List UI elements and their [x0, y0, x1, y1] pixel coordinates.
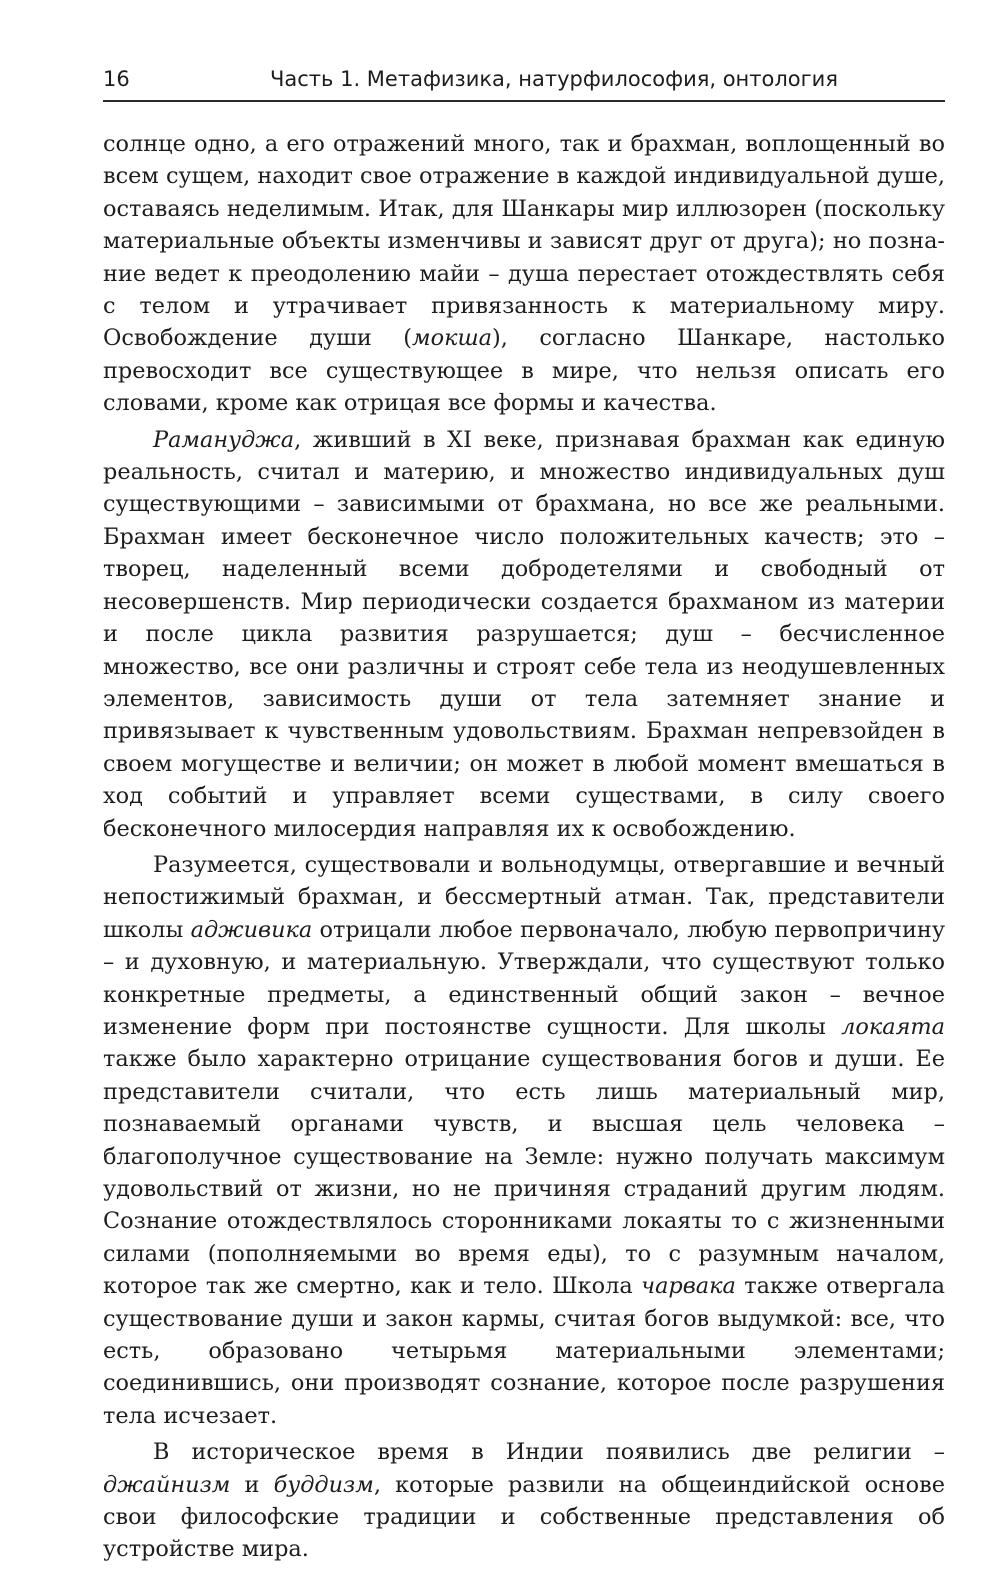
term-buddhism: буддизм [273, 1471, 374, 1498]
paragraph-religions [103, 1436, 945, 1566]
body-text [103, 128, 945, 1570]
term-lokayata: локаята [841, 1013, 945, 1040]
term-moksha: мокша [412, 325, 493, 352]
text-run: ), согласно Шанкаре, настолько превосходит все существующее в мире, что нельзя описать его словами, кроме как отрицая все формы и качества. [103, 325, 945, 417]
text-run: и [230, 1471, 274, 1498]
text-run: отрицали любое первоначало, любую первопричину – и духовную, и материальную. Утверждали, что существуют только конкретные предметы, а единственный общий закон – вечное изменение форм при постоянстве сущности. Для школы [103, 916, 945, 1040]
text-run: , живший в XI веке, признавая брахман как единую реальность, считал и материю, и множество индивидуальных душ существующими – зависимыми от брахмана, но все же реальными. Брахман имеет бесконечное число положительных качеств; это – творец, наделенный всеми добродетелями и свободный от несовершенств. Мир периодически создается брахманом из материи и после цикла развития разрушается; душ – бесчисленное множество, все они различны и строят себе тела из неодушевленных элементов, зависимость души от тела затемняет знание и привязывает к чувственным удовольствиям. Брахман непревзойден в своем могуществе и величии; он может в любой момент вмешаться в ход событий и управляет всеми существами, в силу своего бесконечного милосердия направляя их к освобождению. [103, 426, 945, 842]
running-title: Часть 1. Метафизика, натурфилософия, онтология [270, 67, 838, 91]
page-number: 16 [103, 67, 130, 91]
text-run: также отвергала существование души и закон кармы, считая богов выдумкой: все, что есть, образовано четырьмя материальными элементами; соединившись, они производят сознание, которое после разрушения тела исчезает. [103, 1273, 945, 1429]
paragraph-freethinkers [103, 849, 945, 1432]
term-ajivika: адживика [190, 916, 313, 943]
text-run: В историческое время в Индии появились две религии – [153, 1439, 945, 1466]
text-run: также было характерно отрицание существования богов и души. Ее представители считали, что есть лишь материальный мир, познаваемый органами чувств, и высшая цель человека – благополучное существование на Земле: нужно получать максимум удовольствий от жизни, но не причиняя страданий другим людям. Сознание отождествлялось сторонниками локаяты то с жизненными силами (пополняемыми во время еды), то с разумным началом, которое так же смертно, как и тело. Школа [103, 1046, 945, 1300]
term-ramanuja: Рамануджа [153, 426, 295, 453]
running-header [103, 64, 945, 102]
text-run: солнце одно, а его отражений много, так и брахман, воплощенный во всем сущем, находит свое отражение в каждой индивидуальной душе, оставаясь неделимым. Итак, для Шанкары мир иллюзорен (поскольку материальные объекты изменчивы и зависят друг от друга); но познание ведет к преодолению майи – душа перестает отождествлять себя с телом и утрачивает привязанность к материальному миру. Освобождение души ( [103, 131, 945, 352]
term-jainism: джайнизм [103, 1471, 231, 1498]
paragraph-ramanuja [103, 424, 945, 845]
text-run: , которые развили на общеиндийской основе свои философские традиции и собственные представления об устройстве мира. [103, 1471, 945, 1563]
paragraph-continued [103, 128, 945, 420]
term-charvaka: чарвака [641, 1273, 736, 1300]
text-run: Разумеется, существовали и вольнодумцы, отвергавшие и вечный непостижимый брахман, и бессмертный атман. Так, представители школы [103, 851, 945, 943]
